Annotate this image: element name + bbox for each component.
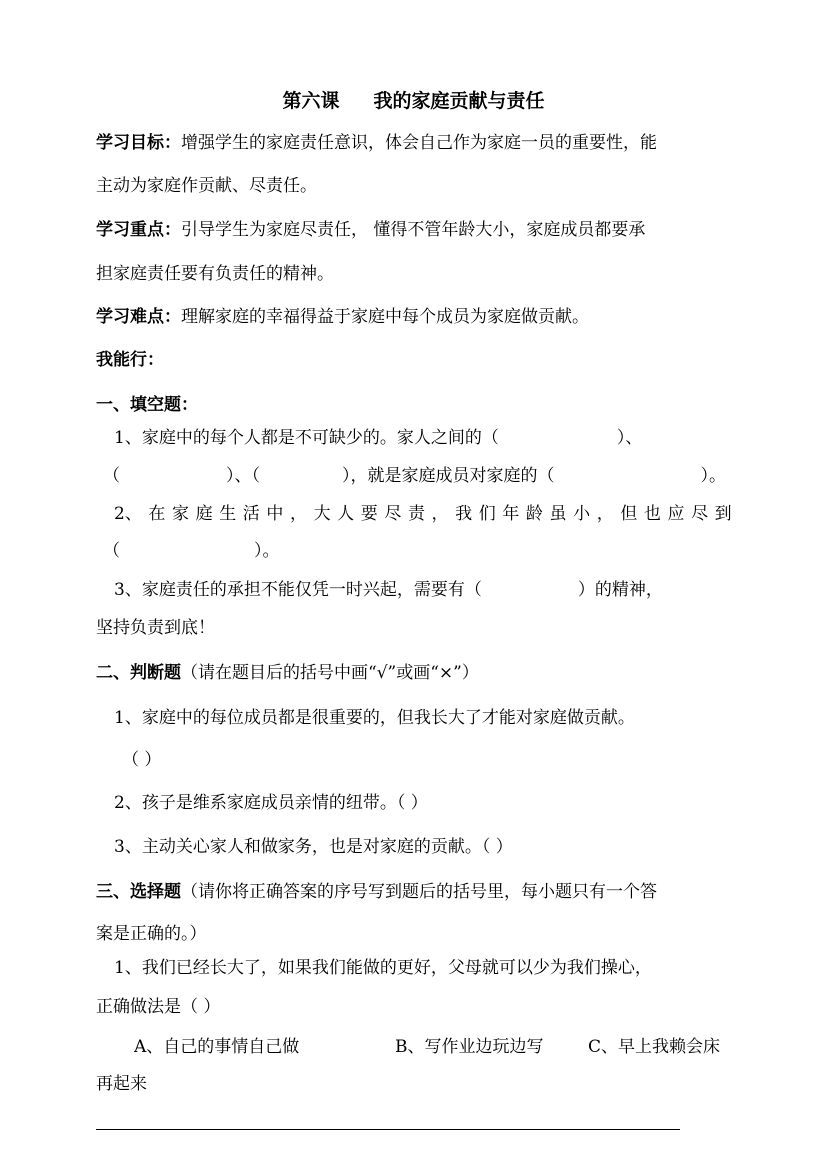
true-false-q3: 3、主动关心家人和做家务，也是对家庭的贡献。（ ） <box>114 837 513 857</box>
choice-option-a[interactable]: A、自己的事情自己做 <box>134 1037 300 1057</box>
true-false-heading-line <box>96 661 479 685</box>
learning-difficulty-text: 理解家庭的幸福得益于家庭中每个成员为家庭做贡献。 <box>181 307 589 327</box>
learning-goal-text: 增强学生的家庭责任意识，体会自己作为家庭一员的重要性，能 <box>181 133 657 153</box>
learning-goal-line-1 <box>96 131 657 155</box>
fill-q2-line-1: 2、 在 家 庭 生 活 中 ， 大 人 要 尽 责 ， 我 们 年 龄 虽 小 ， 但 也 应 尽 到 <box>114 504 732 524</box>
choice-q1-line-1: 1、我们已经长大了，如果我们能做的更好，父母就可以少为我们操心， <box>114 958 652 978</box>
can-do-heading: 我能行： <box>96 350 164 370</box>
fill-q3-line-2: 坚持负责到底！ <box>96 618 215 638</box>
learning-focus-text: 引导学生为家庭尽责任， 懂得不管年龄大小，家庭成员都要承 <box>181 220 646 240</box>
learning-difficulty-label: 学习难点： <box>96 307 181 327</box>
lesson-title: 我的家庭贡献与责任 <box>373 90 545 112</box>
fill-q1-line-1: 1、家庭中的每个人都是不可缺少的。家人之间的（ ）、 <box>114 428 643 448</box>
fill-blank-heading: 一、填空题： <box>96 395 198 415</box>
learning-goal-label: 学习目标： <box>96 133 181 153</box>
true-false-q1-answer[interactable]: （ ） <box>122 750 162 770</box>
true-false-q1: 1、家庭中的每位成员都是很重要的，但我长大了才能对家庭做贡献。 <box>114 708 635 728</box>
bottom-rule <box>96 1129 680 1130</box>
learning-focus-line-2: 担家庭责任要有负责任的精神。 <box>96 264 334 284</box>
choice-heading: 三、选择题 <box>96 882 181 902</box>
choice-heading-line <box>96 880 657 904</box>
true-false-instruction: （请在题目后的括号中画“√”或画“×”） <box>181 663 479 683</box>
choice-instruction: （请你将正确答案的序号写到题后的括号里，每小题只有一个答 <box>181 882 657 902</box>
choice-q1-line-2: 正确做法是（ ） <box>96 997 221 1017</box>
page-title <box>0 86 827 113</box>
true-false-q2: 2、孩子是维系家庭成员亲情的纽带。（ ） <box>114 793 428 813</box>
fill-q1-line-2: （ ）、（ ），就是家庭成员对家庭的（ ）。 <box>103 466 726 486</box>
choice-option-c-continued: 再起来 <box>96 1074 147 1094</box>
fill-q2-line-2: （ ）。 <box>103 541 280 561</box>
choice-instruction-line-2: 案是正确的。） <box>96 924 207 944</box>
true-false-heading: 二、判断题 <box>96 663 181 683</box>
lesson-number: 第六课 <box>282 90 340 112</box>
learning-focus-line-1 <box>96 218 645 242</box>
choice-option-c[interactable]: C、早上我赖会床 <box>588 1037 721 1057</box>
choice-option-b[interactable]: B、写作业边玩边写 <box>395 1037 544 1057</box>
learning-difficulty-line <box>96 305 589 329</box>
learning-focus-label: 学习重点： <box>96 220 181 240</box>
fill-q3-line-1: 3、家庭责任的承担不能仅凭一时兴起，需要有（ ）的精神， <box>114 580 663 600</box>
learning-goal-line-2: 主动为家庭作贡献、尽责任。 <box>96 176 317 196</box>
